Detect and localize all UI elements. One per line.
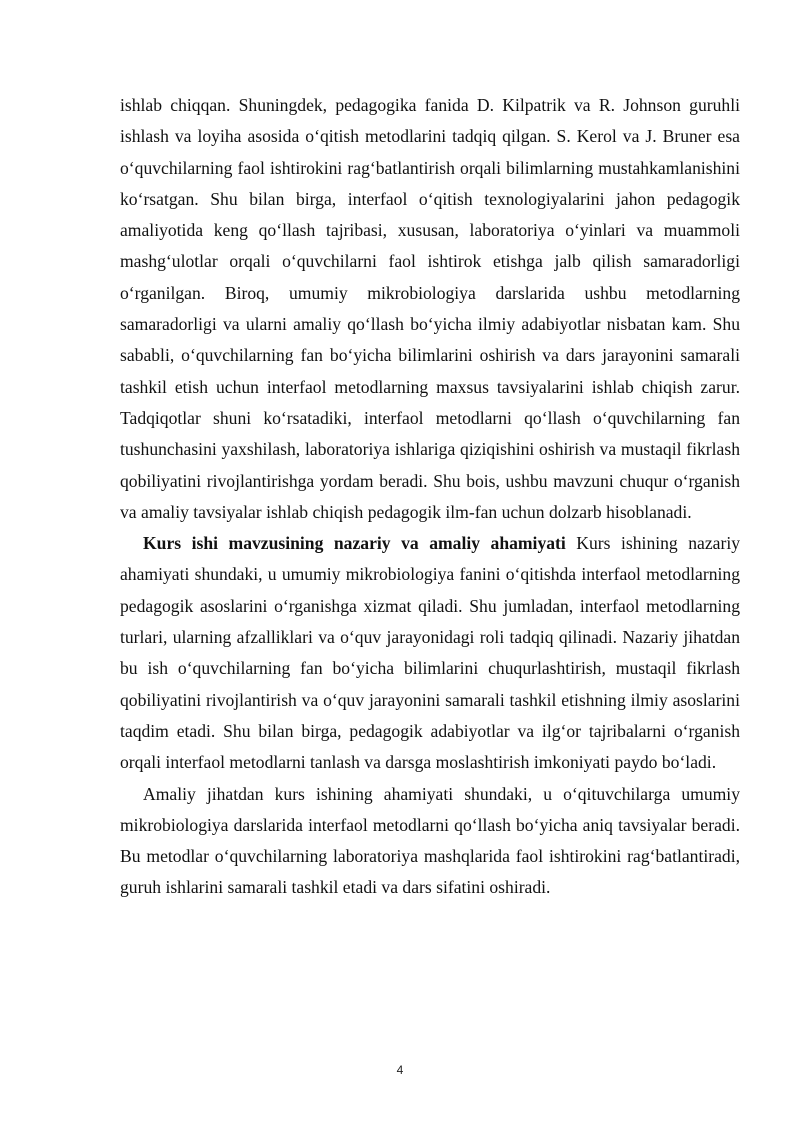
section-heading-inline: Kurs ishi mavzusining nazariy va amaliy ahamiyati	[143, 533, 566, 554]
paragraph-practical: Amaliy jihatdan kurs ishining ahamiyati shundaki, u o‘qituvchilarga umumiy mikrobiologiya darslarida interfaol metodlarni qo‘llash bo‘yicha aniq tavsiyalar beradi. Bu metodlar o‘quvchilarning laboratoriya mashqlarida faol ishtirokini rag‘batlantiradi, guruh ishlarini samarali tashkil etadi va dars sifatini oshiradi.	[120, 783, 740, 898]
paragraph-significance-body: Kurs ishining nazariy ahamiyati shundaki, u umumiy mikrobiologiya fanini o‘qitishda interfaol metodlarning pedagogik asoslarini o‘rganishga xizmat qiladi. Shu jumladan, interfaol metodlarning turlari, ularning afzalliklari va o‘quv jarayonidagi roli tadqiq qilinadi. Nazariy jihatdan bu ish o‘quvchilarning fan bo‘yicha bilimlarini chuqurlashtirish, mustaqil fikrlash qobiliyatini rivojlantirish va o‘quv jarayonini samarali tashkil etishning ilmiy asoslarini taqdim etadi. Shu bilan birga, pedagogik adabiyotlar va ilg‘or tajribalarni o‘rganish orqali interfaol metodlarni tanlash va darsga moslashtirish imkoniyati paydo bo‘ladi.	[120, 533, 740, 773]
paragraph-significance	[120, 528, 740, 778]
paragraph-continuation: ishlab chiqqan. Shuningdek, pedagogika fanida D. Kilpatrik va R. Johnson guruhli ishlash va loyiha asosida o‘qitish metodlarini tadqiq qilgan. S. Kerol va J. Bruner esa o‘quvchilarning faol ishtirokini rag‘batlantirish orqali bilimlarning mustahkamlanishini ko‘rsatgan. Shu bilan birga, interfaol o‘qitish texnologiyalarini jahon pedagogik amaliyotida keng qo‘llash tajribasi, xususan, laboratoriya o‘yinlari va muammoli mashg‘ulotlar orqali o‘quvchilarni faol ishtirok etishga jalb qilish samaradorligi o‘rganilgan. Biroq, umumiy mikrobiologiya darslarida ushbu metodlarning samaradorligi va ularni amaliy qo‘llash bo‘yicha ilmiy adabiyotlar nisbatan kam. Shu sababli, o‘quvchilarning fan bo‘yicha bilimlarini oshirish va dars jarayonini samarali tashkil etish uchun interfaol metodlarning maxsus tavsiyalarini ishlab chiqish zarur. Tadqiqotlar shuni ko‘rsatadiki, interfaol metodlarni qo‘llash o‘quvchilarning fan tushunchasini yaxshilash, laboratoriya ishlariga qiziqishini oshirish va mustaqil fikrlash qobiliyatini rivojlantirishga yordam beradi. Shu bois, ushbu mavzuni chuqur o‘rganish va amaliy tavsiyalar ishlab chiqish pedagogik ilm-fan uchun dolzarb hisoblanadi.	[120, 95, 740, 522]
body-text	[120, 90, 740, 904]
page-number: 4	[396, 1063, 404, 1077]
